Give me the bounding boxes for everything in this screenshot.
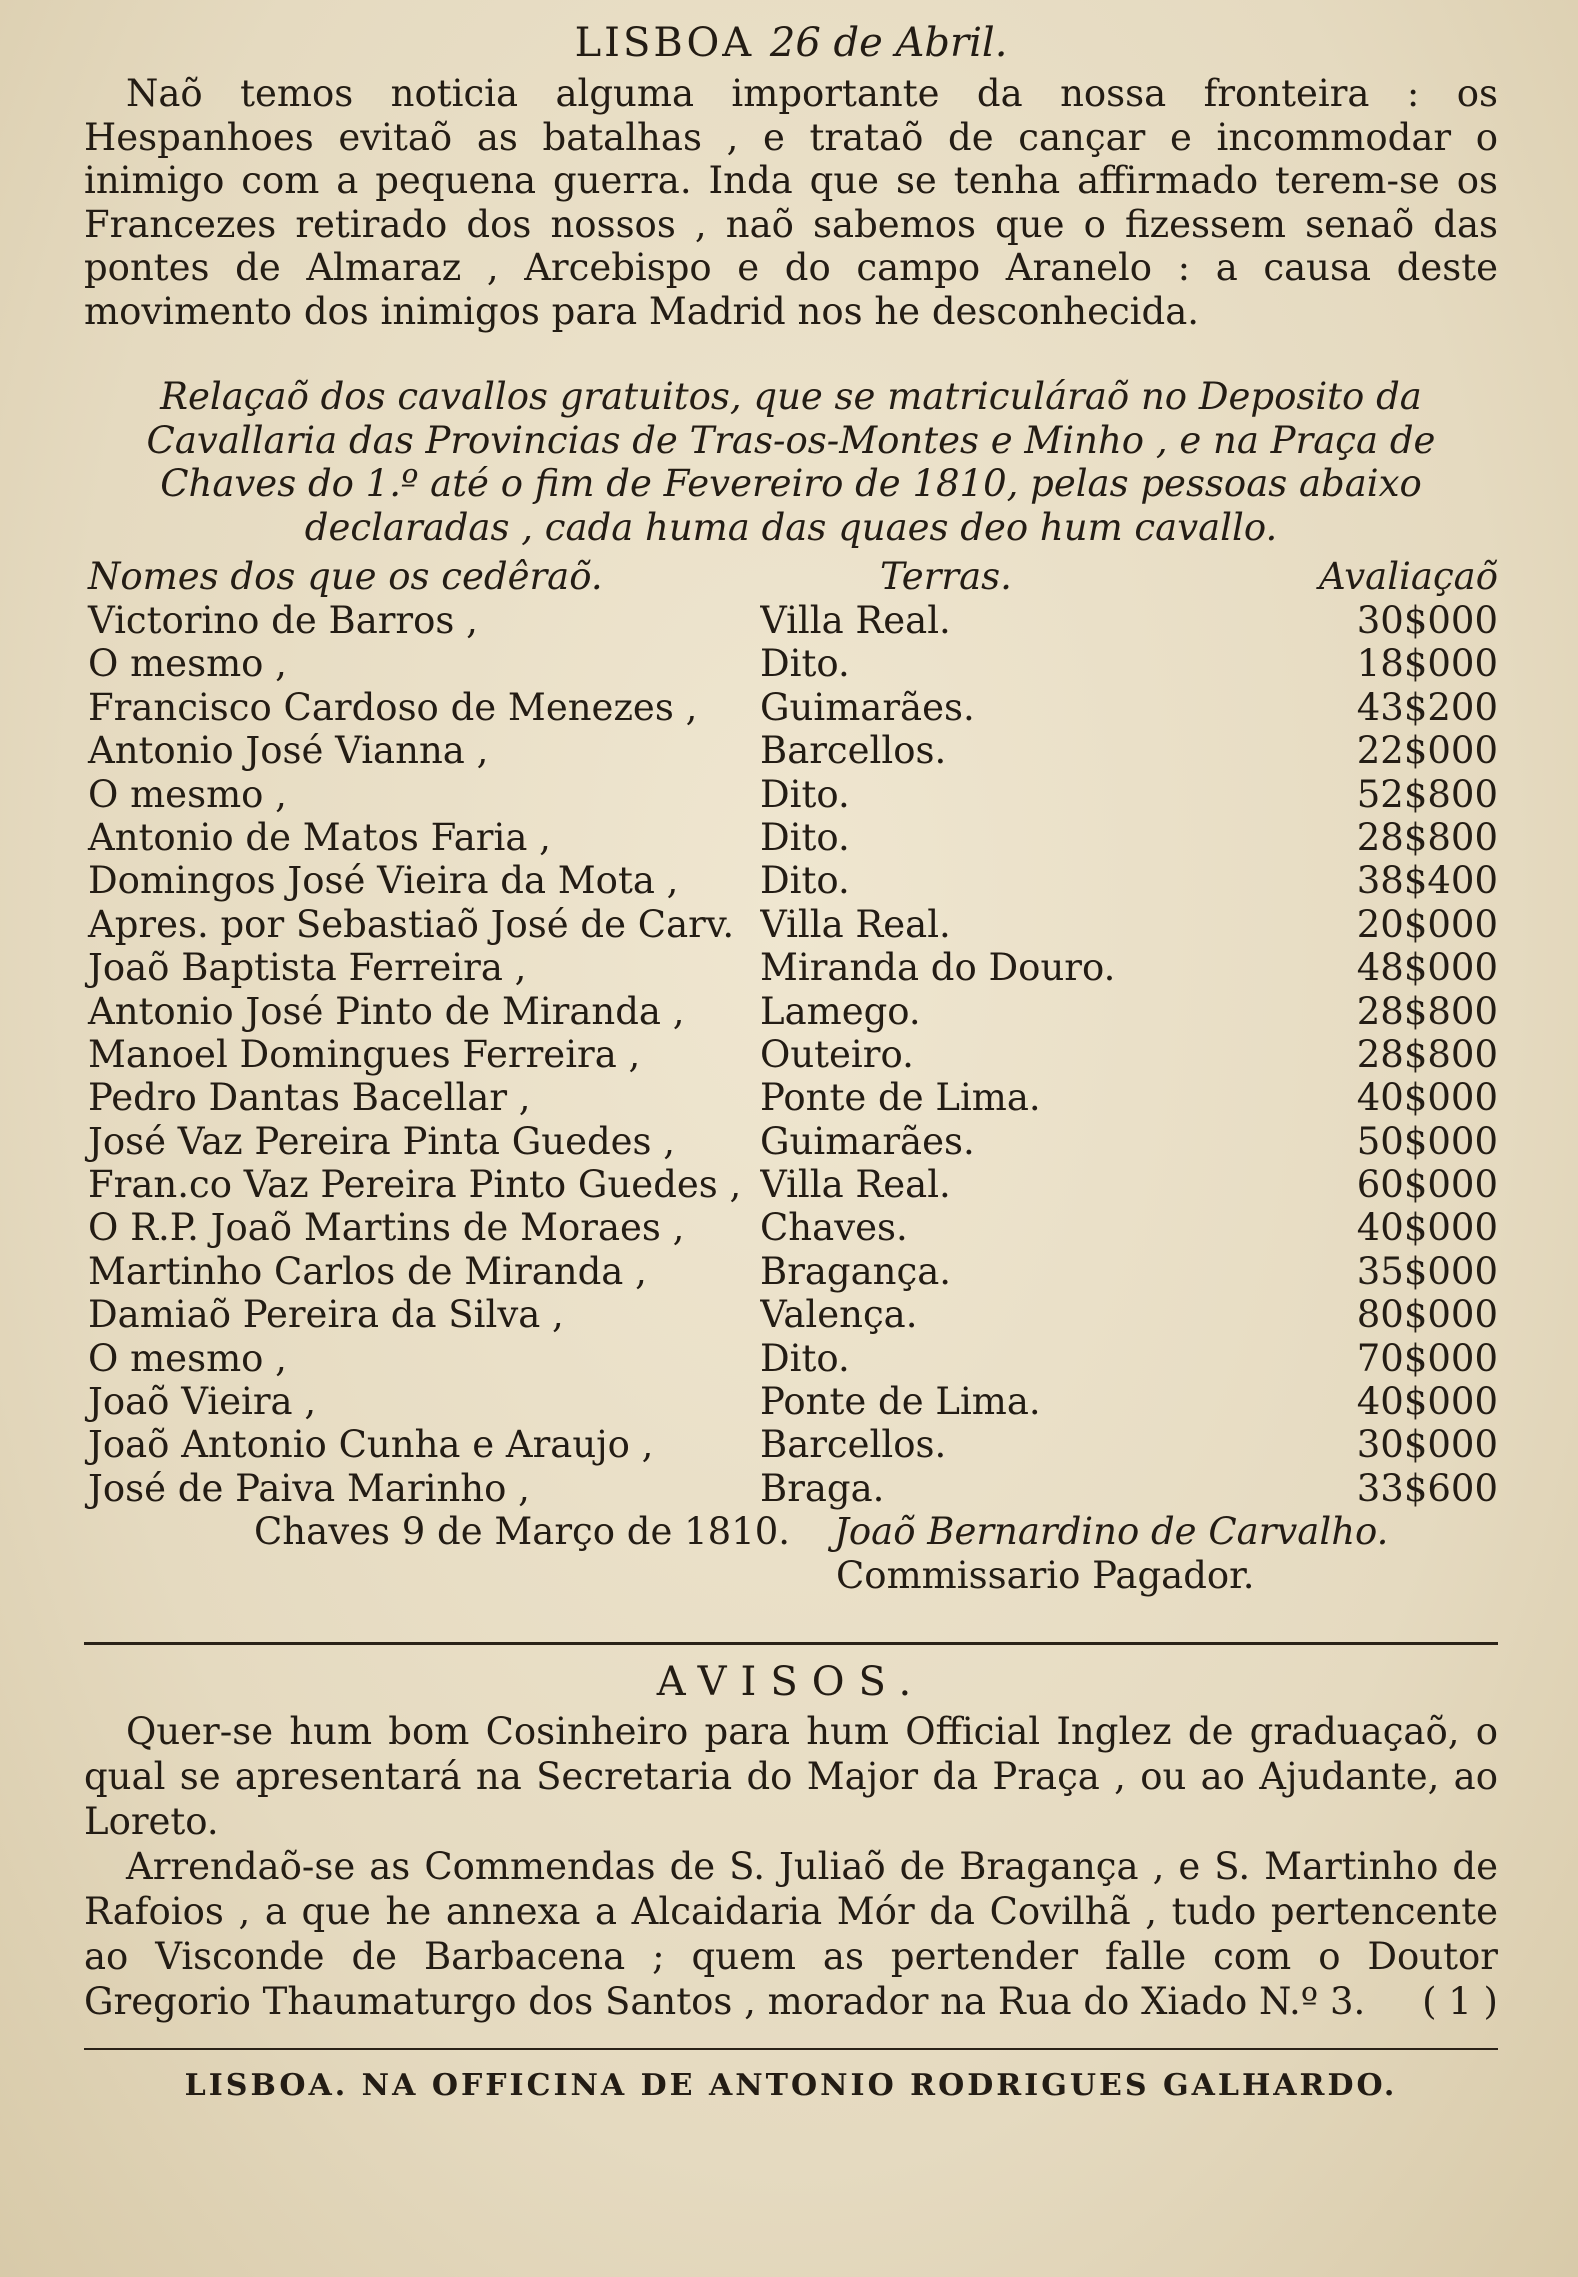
table-row [84,642,1498,685]
horse-value: 30$000 [1356,599,1498,642]
aviso-item: Quer-se hum bom Cosinheiro para hum Official Inglez de graduaçaõ, o qual se apresentará na Secretaria do Major da Praça , ou ao Ajudante, ao Loreto. [84,1710,1498,1844]
horse-value: 35$000 [1356,1249,1498,1293]
donor-place: Valença. [760,1293,918,1337]
table-row [84,903,1498,946]
table-row [84,816,1498,859]
table-row [84,990,1498,1033]
horse-value: 70$000 [1356,1336,1498,1380]
donor-place: Braga. [760,1466,885,1510]
header-places: Terras. [880,555,1012,598]
relacao-title: Relaçaõ dos cavallos gratuitos, que se matriculáraõ no Deposito da Cavallaria das Provincias de Tras-os-Montes e Minho , e na Praça de Chaves do 1.º até o fim de Fevereiro de 1810, pelas pessoas abaixo declaradas , cada huma das quaes deo hum cavallo. [146,375,1436,549]
horse-value: 28$800 [1356,1032,1498,1076]
donor-place: Barcellos. [760,1423,947,1467]
table-row [84,729,1498,772]
avisos-title: AVISOS. [656,1659,926,1706]
donor-place: Chaves. [760,1206,908,1250]
donor-name: Antonio José Pinto de Miranda , [88,989,685,1033]
donor-name: O mesmo , [88,772,287,816]
horse-value: 43$200 [1356,685,1498,729]
donor-name: Francisco Cardoso de Menezes , [88,685,698,729]
table-row [84,1467,1498,1510]
table-row [84,1293,1498,1336]
donor-name: O R.P. Joaõ Martins de Moraes , [88,1206,685,1250]
horse-value: 20$000 [1356,902,1498,946]
horse-value: 28$800 [1356,989,1498,1033]
horse-value: 50$000 [1356,1119,1498,1163]
imprint: LISBOA. NA OFFICINA DE ANTONIO RODRIGUES GALHARDO. [184,2068,1398,2104]
donor-place: Dito. [760,772,850,816]
horse-value: 48$000 [1356,946,1498,990]
donor-place: Villa Real. [760,599,951,642]
intro-paragraph: Naõ temos noticia alguma importante da nossa fronteira : os Hespanhoes evitaõ as batalhas , e trataõ de cançar e incommodar o inimigo com a pequena guerra. Inda que se tenha affirmado terem-se os Francezes retirado dos nossos , naõ sabemos que o fizessem senaõ das pontes de Almaraz , Arcebispo e do campo Aranelo : a causa deste movimento dos inimigos para Madrid nos he desconhecida. [84,72,1498,333]
donor-name: Joaõ Baptista Ferreira , [88,946,527,990]
donor-place: Villa Real. [760,902,951,946]
divider [84,1642,1498,1645]
horse-value: 28$800 [1356,815,1498,859]
table-header [84,555,1498,599]
table-row [84,1076,1498,1119]
table-row [84,1206,1498,1249]
table-row [84,1250,1498,1293]
page-header [84,20,1498,66]
donor-place: Bragança. [760,1249,952,1293]
table-row [84,1033,1498,1076]
donor-place: Lamego. [760,989,921,1033]
table-row [84,946,1498,989]
donor-place: Dito. [760,1336,850,1380]
header-date: 26 de Abril. [769,20,1008,66]
table-row [84,686,1498,729]
horse-value: 40$000 [1356,1076,1498,1120]
donor-place: Outeiro. [760,1032,914,1076]
horse-value: 22$000 [1356,729,1498,773]
table-row [84,599,1498,642]
header-values: Avaliaçaõ [1319,555,1498,598]
donor-place: Ponte de Lima. [760,1380,1041,1424]
horse-value: 40$000 [1356,1206,1498,1250]
horse-value: 80$000 [1356,1293,1498,1337]
donor-place: Ponte de Lima. [760,1076,1041,1120]
donor-name: O mesmo , [88,1336,287,1380]
donor-name: Martinho Carlos de Miranda , [88,1249,647,1293]
header-names: Nomes dos que os cedêraõ. [88,555,603,598]
signature-name: Joaõ Bernardino de Carvalho. [834,1510,1389,1554]
donor-name: Manoel Domingues Ferreira , [88,1032,641,1076]
table-row [84,1163,1498,1206]
table-row [84,1120,1498,1163]
donor-place: Dito. [760,859,850,903]
header-city: LISBOA [574,20,755,66]
signature-line [84,1510,1498,1554]
donor-name: Joaõ Vieira , [88,1380,317,1424]
donor-name: Apres. por Sebastiaõ José de Carv. [88,902,735,946]
donor-name: Pedro Dantas Bacellar , [88,1076,531,1120]
table-row [84,1423,1498,1466]
footnote-marker: ( 1 ) [1422,1980,1498,2024]
table-row [84,773,1498,816]
horse-value: 18$000 [1356,642,1498,686]
donor-name: Victorino de Barros , [88,599,478,642]
table-row [84,1380,1498,1423]
donor-name: Antonio José Vianna , [88,729,489,773]
donor-name: Domingos José Vieira da Mota , [88,859,679,903]
signature-office: Commissario Pagador. [836,1554,1255,1598]
horse-value: 33$600 [1356,1466,1498,1510]
donor-place: Guimarães. [760,1119,975,1163]
divider [84,2048,1498,2050]
donor-name: Antonio de Matos Faria , [88,815,551,859]
horse-value: 52$800 [1356,772,1498,816]
donor-place: Villa Real. [760,1163,951,1207]
donor-name: Joaõ Antonio Cunha e Araujo , [88,1423,654,1467]
horse-value: 30$000 [1356,1423,1498,1467]
horse-value: 38$400 [1356,859,1498,903]
horse-value: 40$000 [1356,1380,1498,1424]
donor-place: Barcellos. [760,729,947,773]
table-row [84,1337,1498,1380]
aviso-item [84,1844,1498,2024]
signature-place-date: Chaves 9 de Março de 1810. [254,1510,791,1554]
donor-name: José Vaz Pereira Pinta Guedes , [88,1119,676,1163]
donor-place: Dito. [760,815,850,859]
aviso-text: Arrendaõ-se as Commendas de S. Juliaõ de Bragança , e S. Martinho de Rafoios , a que he annexa a Alcaidaria Mór da Covilhã , tudo pertencente ao Visconde de Barbacena ; quem as pertender falle com o Doutor Gregorio Thaumaturgo dos Santos , morador na Rua do Xiado N.º 3. [84,1845,1498,2024]
donor-place: Miranda do Douro. [760,946,1116,990]
table-row [84,859,1498,902]
donor-place: Guimarães. [760,685,975,729]
horse-value: 60$000 [1356,1163,1498,1207]
donor-name: O mesmo , [88,642,287,686]
donor-name: José de Paiva Marinho , [88,1466,530,1510]
donor-name: Damiaõ Pereira da Silva , [88,1293,564,1337]
donor-name: Fran.co Vaz Pereira Pinto Guedes , [88,1163,742,1207]
donor-place: Dito. [760,642,850,686]
horse-list [84,599,1498,1510]
